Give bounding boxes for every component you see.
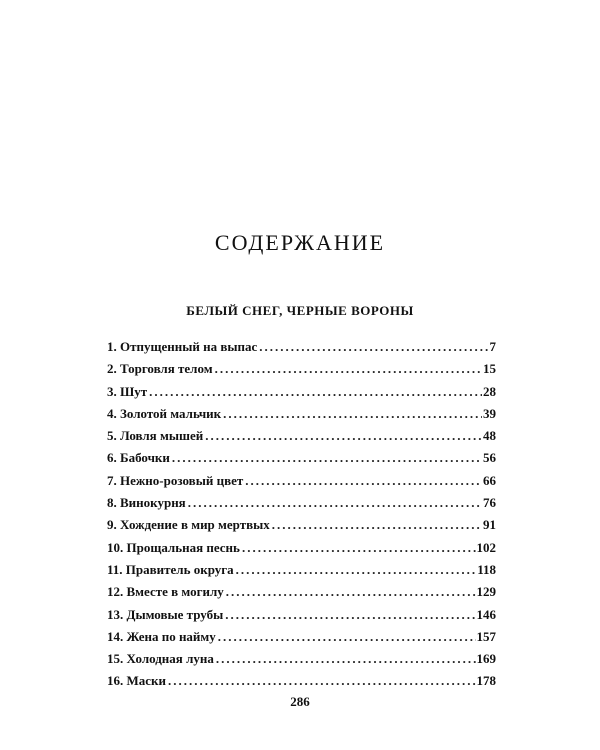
toc-leader-dots	[215, 361, 482, 377]
toc-entry-page: 48	[483, 428, 496, 444]
toc-entry	[107, 584, 496, 606]
toc-leader-dots	[226, 584, 476, 600]
toc-entry	[107, 361, 496, 383]
page-number: 286	[290, 694, 310, 709]
toc-leader-dots	[272, 517, 482, 533]
toc-leader-dots	[223, 406, 482, 422]
toc-entry-page: 91	[483, 517, 496, 533]
toc-entry-title: 14. Жена по найму	[107, 628, 216, 644]
toc-entry-title: 8. Винокурня	[107, 495, 186, 511]
toc-entry-page: 178	[476, 673, 496, 689]
toc-entry-page: 146	[476, 606, 496, 622]
toc-entry-page: 66	[483, 472, 496, 488]
toc-entry	[107, 562, 496, 584]
toc-leader-dots	[218, 629, 476, 645]
toc-entry-title: 15. Холодная луна	[107, 651, 214, 667]
toc-entry-title: 11. Правитель округа	[107, 561, 234, 577]
toc-entry-title: 12. Вместе в могилу	[107, 584, 224, 600]
toc-entry	[107, 428, 496, 450]
page-title: СОДЕРЖАНИЕ	[214, 230, 386, 255]
toc-entry-title: 9. Хождение в мир мертвых	[107, 517, 270, 533]
toc-entry	[107, 517, 496, 539]
toc-entry-title: 7. Нежно-розовый цвет	[107, 472, 244, 488]
toc-entry-page: 118	[477, 561, 496, 577]
toc-leader-dots	[242, 540, 476, 556]
toc-entry	[107, 384, 496, 406]
toc-entry	[107, 651, 496, 673]
toc-entry	[107, 339, 496, 361]
toc-leader-dots	[205, 428, 482, 444]
toc-leader-dots	[168, 673, 475, 689]
toc-leader-dots	[149, 384, 482, 400]
toc-entry-page: 15	[483, 361, 496, 377]
toc-entry	[107, 406, 496, 428]
toc-leader-dots	[236, 562, 477, 578]
toc-entry	[107, 629, 496, 651]
toc-entry-title: 5. Ловля мышей	[107, 428, 204, 444]
toc-entry-page: 28	[483, 383, 496, 399]
toc-leader-dots	[188, 495, 482, 511]
toc-leader-dots	[216, 651, 476, 667]
toc-entry-title: 6. Бабочки	[107, 450, 170, 466]
toc-leader-dots	[225, 607, 475, 623]
toc-entry-title: 16. Маски	[107, 673, 167, 689]
toc-entry	[107, 607, 496, 629]
toc-entry-page: 157	[476, 628, 496, 644]
toc-entry	[107, 673, 496, 695]
toc-entry-title: 1. Отпущенный на выпас	[107, 339, 258, 354]
toc-entry-title: 4. Золотой мальчик	[107, 405, 222, 421]
toc-entry-page: 39	[483, 405, 496, 421]
toc-entry	[107, 495, 496, 517]
toc-entry-page: 7	[489, 339, 496, 354]
toc-leader-dots	[172, 450, 482, 466]
toc-entry-title: 2. Торговля телом	[107, 361, 213, 377]
toc-entry-title: 3. Шут	[107, 383, 148, 399]
table-of-contents	[107, 339, 496, 696]
toc-entry-title: 10. Прощальная песнь	[107, 539, 240, 555]
toc-entry-page: 76	[483, 495, 496, 511]
toc-entry-page: 169	[476, 651, 496, 667]
toc-entry-page: 102	[476, 539, 496, 555]
part-title: БЕЛЫЙ СНЕГ, ЧЕРНЫЕ ВОРОНЫ	[186, 303, 414, 318]
toc-entry	[107, 450, 496, 472]
toc-leader-dots	[245, 473, 482, 489]
toc-entry	[107, 540, 496, 562]
toc-entry-page: 56	[483, 450, 496, 466]
toc-entry	[107, 473, 496, 495]
toc-entry-page: 129	[476, 584, 496, 600]
toc-entry-title: 13. Дымовые трубы	[107, 606, 224, 622]
toc-leader-dots	[259, 339, 488, 355]
